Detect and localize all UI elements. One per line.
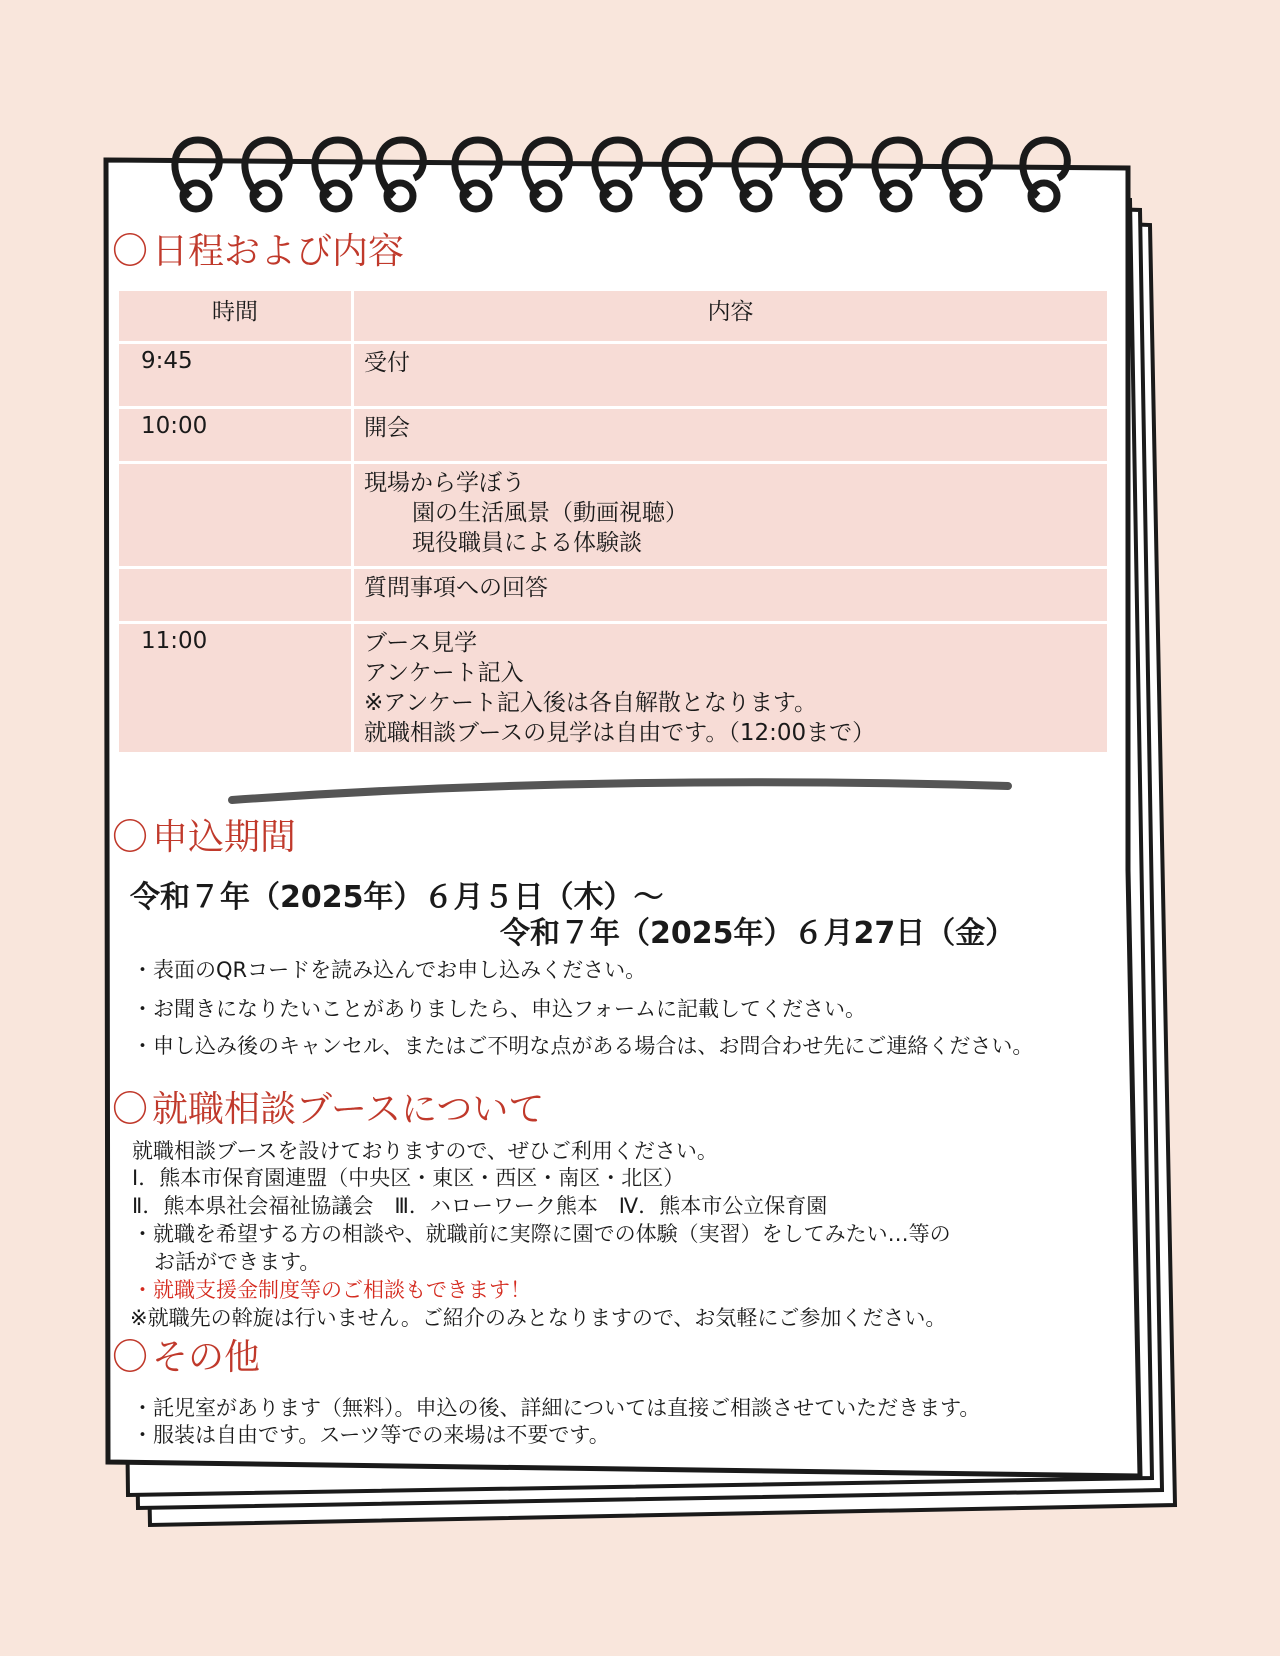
booth-consult bbox=[132, 1220, 951, 1276]
header-time: 時間 bbox=[119, 291, 351, 341]
row-content bbox=[354, 344, 1107, 406]
application-heading-text: 申込期間 bbox=[152, 817, 297, 858]
row-time: 11:00 bbox=[119, 624, 351, 752]
other-heading bbox=[112, 1336, 260, 1380]
table-row bbox=[119, 624, 1107, 752]
period-end: 令和７年（2025年）６月27日（金） bbox=[500, 916, 1016, 951]
other-note: ・託児室があります（無料）。申込の後、詳細については直接ご相談させていただきます。 bbox=[132, 1396, 981, 1420]
schedule-heading bbox=[112, 230, 404, 274]
table-row bbox=[119, 464, 1107, 566]
row-time bbox=[119, 464, 351, 566]
content-line: 受付 bbox=[364, 350, 410, 376]
other-note: ・服装は自由です。スーツ等での来場は不要です。 bbox=[132, 1423, 610, 1447]
row-content bbox=[354, 569, 1107, 621]
application-note: ・お聞きになりたいことがありましたら、申込フォームに記載してください。 bbox=[132, 997, 866, 1021]
other-heading-text: その他 bbox=[152, 1337, 261, 1378]
row-time: 10:00 bbox=[119, 409, 351, 461]
circle-marker-icon: 〇 bbox=[112, 1089, 149, 1130]
content-line: 就職相談ブースの見学は自由です。（12:00まで） bbox=[364, 720, 876, 746]
booth-disclaimer: ※就職先の斡旋は行いません。ご紹介のみとなりますので、お気軽にご参加ください。 bbox=[130, 1306, 947, 1330]
row-content bbox=[354, 464, 1107, 566]
table-row bbox=[119, 569, 1107, 621]
period-start: 令和７年（2025年）６月５日（木）～ bbox=[130, 880, 664, 915]
table-row bbox=[119, 409, 1107, 461]
content-line: 現役職員による体験談 bbox=[412, 530, 642, 556]
booth-heading-text: 就職相談ブースについて bbox=[152, 1089, 545, 1130]
circle-marker-icon: 〇 bbox=[112, 817, 149, 858]
booth-list-item: Ⅱ．熊本県社会福祉協議会 Ⅲ．ハローワーク熊本 Ⅳ．熊本市公立保育園 bbox=[132, 1194, 828, 1218]
circle-marker-icon: 〇 bbox=[112, 1337, 149, 1378]
content-line: ※アンケート記入後は各自解散となります。 bbox=[364, 690, 818, 716]
application-note: ・申し込み後のキャンセル、またはご不明な点がある場合は、お問合わせ先にご連絡ください。 bbox=[132, 1034, 1034, 1058]
support-note: ・就職支援金制度等のご相談もできます！ bbox=[132, 1278, 531, 1302]
schedule-heading-text: 日程および内容 bbox=[152, 231, 405, 272]
table-row bbox=[119, 344, 1107, 406]
content-line: 園の生活風景（動画視聴） bbox=[412, 500, 688, 526]
booth-intro: 就職相談ブースを設けておりますので、ぜひご利用ください。 bbox=[132, 1139, 718, 1163]
booth-heading bbox=[112, 1088, 544, 1132]
booth-list-item: Ⅰ．熊本市保育園連盟（中央区・東区・西区・南区・北区） bbox=[132, 1166, 685, 1190]
circle-marker-icon: 〇 bbox=[112, 231, 149, 272]
content-line: ブース見学 bbox=[364, 630, 478, 656]
header-content: 内容 bbox=[354, 291, 1107, 341]
booth-consult-line: お話ができます。 bbox=[154, 1250, 321, 1274]
content-line: 質問事項への回答 bbox=[364, 575, 548, 601]
schedule-table bbox=[116, 288, 1110, 755]
content-line: 現場から学ぼう bbox=[364, 470, 525, 496]
application-heading bbox=[112, 816, 296, 860]
content-line: アンケート記入 bbox=[364, 660, 524, 686]
row-content bbox=[354, 409, 1107, 461]
row-time: 9:45 bbox=[119, 344, 351, 406]
row-time bbox=[119, 569, 351, 621]
application-note: ・表面のQRコードを読み込んでお申し込みください。 bbox=[132, 958, 647, 982]
row-content bbox=[354, 624, 1107, 752]
booth-consult-line: ・就職を希望する方の相談や、就職前に実際に園での体験（実習）をしてみたい…等の bbox=[132, 1222, 951, 1246]
content-line: 開会 bbox=[364, 415, 410, 441]
table-header-row bbox=[119, 291, 1107, 341]
